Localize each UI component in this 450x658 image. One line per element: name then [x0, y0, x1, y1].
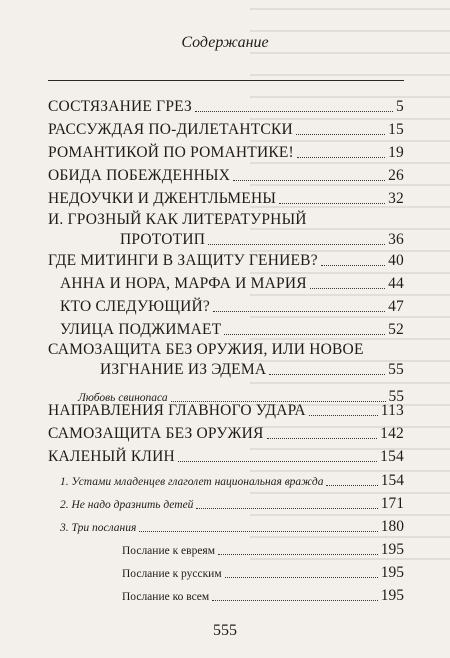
dot-leader [269, 370, 385, 375]
toc-entry[interactable] [48, 402, 404, 420]
dot-leader [139, 527, 377, 532]
toc-page-number: 195 [380, 541, 404, 558]
toc-subentry[interactable] [60, 518, 404, 536]
toc-entry-title: РОМАНТИКОЙ ПО РОМАНТИКЕ! [48, 144, 294, 161]
toc-page-number: 40 [388, 252, 404, 269]
toc-entry-title: И. ГРОЗНЫЙ КАК ЛИТЕРАТУРНЫЙ [48, 211, 307, 228]
page-title: Содержание [181, 34, 269, 51]
toc-page-number: 15 [388, 121, 404, 138]
dot-leader [279, 199, 385, 204]
dot-leader [178, 457, 377, 462]
toc-entry[interactable] [48, 252, 404, 270]
toc-subentry[interactable] [122, 564, 404, 582]
toc-entry-title: 3. Три послания [60, 522, 137, 534]
toc-subentry[interactable] [122, 541, 404, 559]
toc-page-number: 32 [388, 190, 404, 207]
toc-entry-title: САМОЗАЩИТА БЕЗ ОРУЖИЯ [48, 425, 264, 442]
toc-entry-title: КАЛЕНЫЙ КЛИН [48, 448, 175, 465]
toc-entry-title: НЕДОУЧКИ И ДЖЕНТЛЬМЕНЫ [48, 190, 277, 207]
dot-leader [321, 261, 385, 266]
toc-entry-title: ОБИДА ПОБЕЖДЕННЫХ [48, 167, 231, 184]
dot-leader [309, 411, 378, 416]
toc-page-number: 195 [380, 564, 404, 581]
dot-leader [218, 550, 378, 555]
toc-entry-continuation: ИЗГНАНИЕ ИЗ ЭДЕМА [100, 361, 267, 378]
dot-leader [212, 596, 378, 601]
toc-page-number: 154 [380, 448, 404, 465]
dot-leader [297, 153, 385, 158]
toc-entry[interactable] [48, 425, 404, 443]
toc-entry-title: Послание к евреям [122, 545, 215, 557]
toc-entry[interactable] [48, 98, 404, 116]
toc-page-number: 154 [380, 472, 404, 489]
toc-page-number: 180 [380, 518, 404, 535]
toc-page-number: 113 [380, 402, 404, 419]
dot-leader [196, 504, 377, 509]
toc-page-number: 195 [380, 587, 404, 604]
toc-page-number: 44 [388, 275, 404, 292]
toc-entry[interactable] [48, 448, 404, 466]
toc-entry-title: УЛИЦА ПОДЖИМАЕТ [60, 321, 222, 338]
toc-page-number: 19 [388, 144, 404, 161]
toc-entry[interactable] [48, 121, 404, 139]
toc-subentry[interactable] [60, 495, 404, 513]
toc-entry-title: 1. Устами младенцев глаголет национальная вражда [60, 476, 324, 488]
toc-page-number: 55 [388, 388, 404, 405]
dot-leader [326, 481, 377, 486]
dot-leader [213, 307, 385, 312]
toc-entry-title: Любовь свинопаса [78, 392, 168, 404]
toc-entry[interactable] [48, 167, 404, 185]
toc-entry-title: 2. Не надо дразнить детей [60, 499, 194, 511]
toc-entry-title: НАПРАВЛЕНИЯ ГЛАВНОГО УДАРА [48, 402, 306, 419]
toc-page-number: 26 [388, 167, 404, 184]
dot-leader [224, 330, 385, 335]
toc-page-number: 171 [380, 495, 404, 512]
toc-subentry[interactable] [60, 472, 404, 490]
toc-entry-title: КТО СЛЕДУЮЩИЙ? [60, 298, 210, 315]
toc-entry[interactable] [48, 144, 404, 162]
toc-page-number: 36 [388, 231, 404, 248]
toc-page-number: 142 [380, 425, 404, 442]
dot-leader [225, 573, 378, 578]
toc-entry[interactable] [48, 190, 404, 208]
dot-leader [233, 176, 385, 181]
toc-entry-title: САМОЗАЩИТА БЕЗ ОРУЖИЯ, ИЛИ НОВОЕ [48, 341, 364, 358]
toc-entry-title: СОСТЯЗАНИЕ ГРЕЗ [48, 98, 192, 115]
toc-entry[interactable] [60, 321, 404, 339]
toc-entry-title: ГДЕ МИТИНГИ В ЗАЩИТУ ГЕНИЕВ? [48, 252, 318, 269]
toc-page-number: 52 [388, 321, 404, 338]
toc-page-number: 55 [388, 361, 404, 378]
dot-leader [208, 240, 385, 245]
toc-entry[interactable] [120, 231, 404, 249]
toc-entry-title: Послание к русским [122, 568, 222, 580]
dot-leader [310, 284, 385, 289]
toc-entry-continuation: ПРОТОТИП [120, 231, 206, 248]
toc-entry-title: АННА И НОРА, МАРФА И МАРИЯ [60, 275, 307, 292]
page-number: 555 [213, 622, 237, 639]
toc-subentry[interactable] [122, 587, 404, 605]
toc-page-number: 5 [396, 98, 404, 115]
toc-entry-title: РАССУЖДАЯ ПО-ДИЛЕТАНТСКИ [48, 121, 293, 138]
toc-entry[interactable] [60, 275, 404, 293]
dot-leader [267, 434, 378, 439]
dot-leader [296, 130, 385, 135]
toc-page-number: 47 [388, 298, 404, 315]
toc-entry-title: Послание ко всем [122, 591, 210, 603]
toc-entry[interactable] [60, 298, 404, 316]
toc-entry[interactable] [100, 361, 404, 379]
dot-leader [195, 107, 393, 112]
